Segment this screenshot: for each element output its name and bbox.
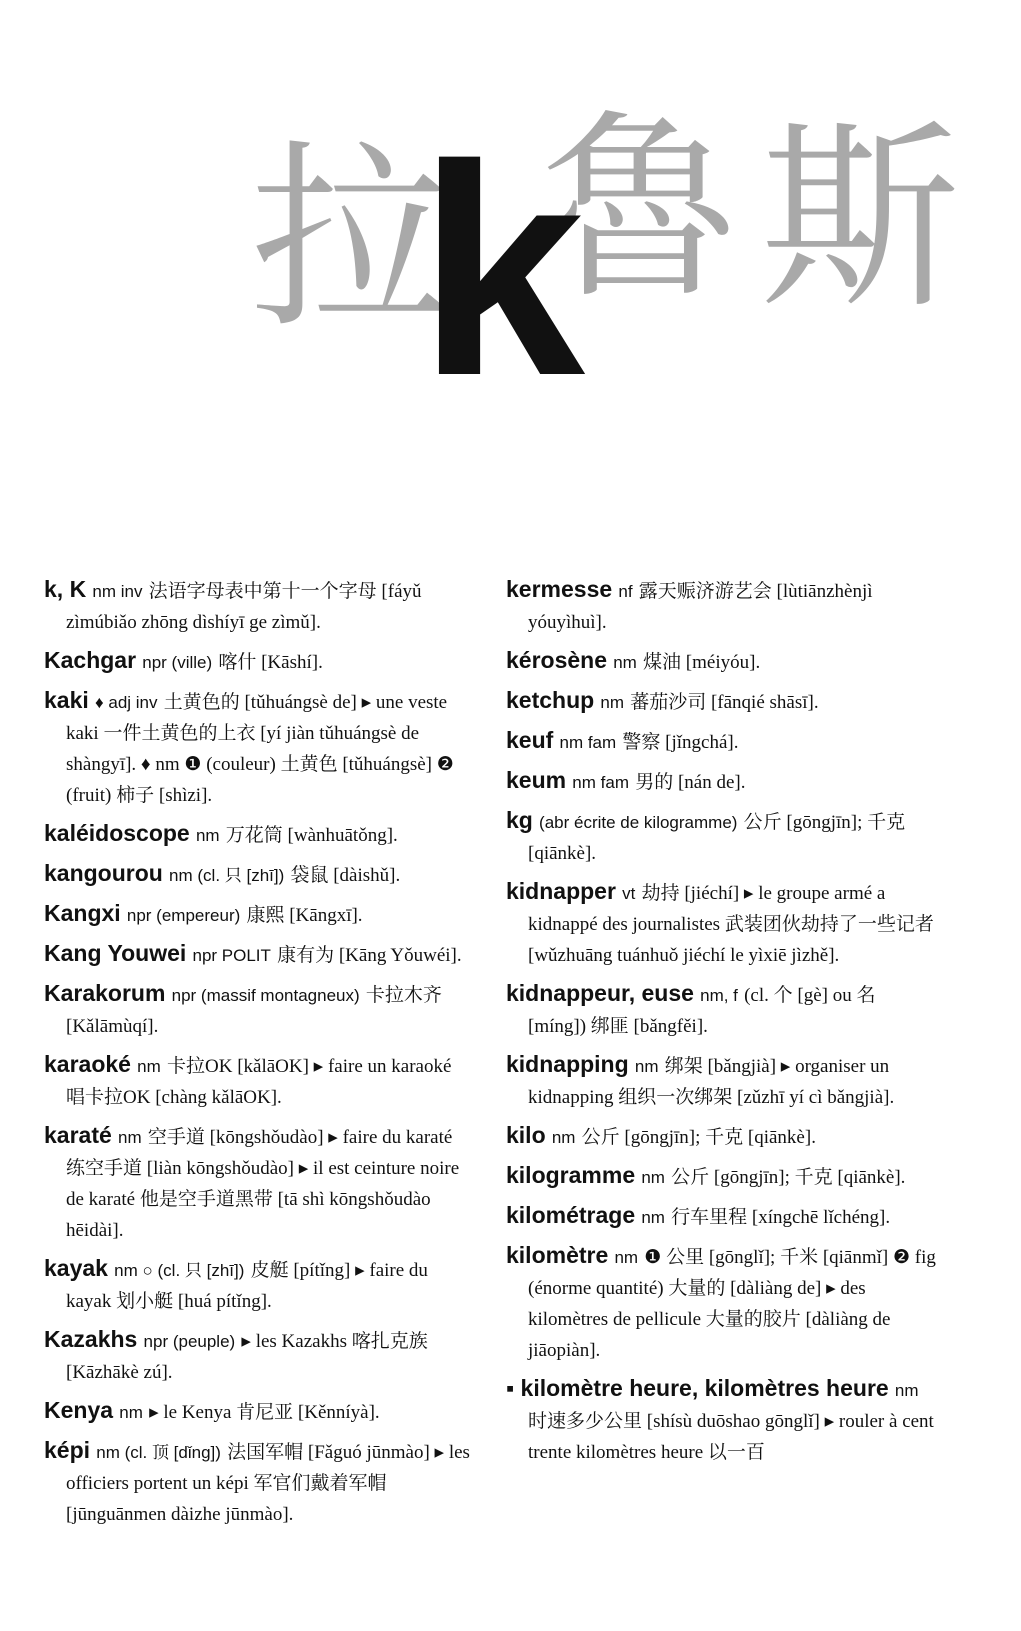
- entry-headword: kidnapper: [506, 878, 616, 904]
- entry-definition: ❶ 公里 [gōnglǐ]; 千米 [qiānmǐ] ❷ fig (énorme quantité) 大量的 [dàliàng de] ▸ des kilomètres de pellicule 大量的胶片 [dàliàng de jiāopiàn].: [528, 1247, 936, 1361]
- entry-definition: 卡拉木齐 [Kǎlāmùqí].: [66, 985, 442, 1037]
- entry-grammar: npr POLIT: [192, 946, 271, 965]
- entry-grammar: ♦ adj inv: [94, 693, 158, 712]
- entry-grammar: nm: [634, 1057, 659, 1076]
- entry-definition: 劫持 [jiéchí] ▸ le groupe armé a kidnappé des journalistes 武装团伙劫持了一些记者 [wǔzhuāng tuánhuǒ jiéchí le yìxiē jìzhě].: [528, 883, 934, 966]
- entry-grammar: nm ○ (cl. 只 [zhī]): [114, 1261, 245, 1280]
- chinese-char-2: 魯: [540, 93, 741, 326]
- entry-definition: 公斤 [gōngjīn]; 千克 [qiānkè].: [671, 1167, 906, 1188]
- entry-definition: 空手道 [kōngshǒudào] ▸ faire du karaté 练空手道 [liàn kōngshǒudào] ▸ il est ceinture noire de karaté 他是空手道黑带 [tā shì kōngshǒudào hēidài].: [66, 1127, 460, 1241]
- entry-headword: keum: [506, 767, 567, 793]
- dictionary-entry: [44, 1120, 474, 1246]
- entry-headword: Kangxi: [44, 900, 121, 926]
- dictionary-entry: [506, 725, 936, 758]
- entry-grammar: vt: [622, 884, 636, 903]
- entry-definition: 皮艇 [pítǐng] ▸ faire du kayak 划小艇 [huá pítǐng].: [66, 1260, 428, 1312]
- entry-headword: kermesse: [506, 576, 613, 602]
- entry-headword: keuf: [506, 727, 554, 753]
- entry-definition: (cl. 个 [gè] ou 名 [míng]) 绑匪 [bǎngfěi].: [528, 985, 876, 1037]
- entry-headword: Kachgar: [44, 647, 137, 673]
- left-column: [44, 574, 474, 1537]
- dictionary-entry: [506, 978, 936, 1042]
- dictionary-entry: [44, 818, 474, 851]
- dictionary-entry: [506, 805, 936, 869]
- entry-headword: kidnappeur, euse: [506, 980, 694, 1006]
- entry-grammar: nm: [641, 1168, 665, 1187]
- entry-definition: 公斤 [gōngjīn]; 千克 [qiānkè].: [528, 812, 906, 864]
- entry-grammar: nm: [613, 653, 637, 672]
- entry-grammar: nm: [195, 826, 220, 845]
- entry-definition: 康熙 [Kāngxī].: [246, 905, 363, 926]
- dictionary-entry: [506, 645, 936, 678]
- dictionary-entry: [44, 1435, 474, 1530]
- dictionary-entry: [44, 898, 474, 931]
- entry-grammar: nm: [600, 693, 625, 712]
- entry-definition: 煤油 [méiyóu].: [643, 652, 761, 673]
- dictionary-entry: [44, 1253, 474, 1317]
- entry-headword: kg: [506, 807, 533, 833]
- dictionary-entry: [506, 1240, 936, 1366]
- entry-grammar: npr (ville): [142, 653, 213, 672]
- entry-grammar: nm: [117, 1128, 142, 1147]
- section-letter: k: [418, 102, 585, 438]
- entry-definition: ▸ les Kazakhs 喀扎克族 [Kāzhākè zú].: [66, 1331, 428, 1383]
- entry-headword: karaoké: [44, 1051, 131, 1077]
- entry-headword: kaléidoscope: [44, 820, 190, 846]
- dictionary-entry: [44, 938, 474, 971]
- entry-definition: 时速多少公里 [shísù duōshao gōnglǐ] ▸ rouler à cent trente kilomètres heure 以一百: [528, 1411, 934, 1463]
- entry-definition: 警察 [jǐngchá].: [622, 732, 739, 753]
- entry-headword: kérosène: [506, 647, 608, 673]
- entry-definition: 蕃茄沙司 [fānqié shāsī].: [630, 692, 819, 713]
- dictionary-entry: [44, 1049, 474, 1113]
- entry-headword: karaté: [44, 1122, 112, 1148]
- entry-definition: 康有为 [Kāng Yǒuwéi].: [277, 945, 462, 966]
- entry-definition: 法国军帽 [Fǎguó jūnmào] ▸ les officiers portent un képi 军官们戴着军帽 [jūnguānmen dàizhe jūnmào].: [66, 1442, 470, 1525]
- entry-definition: 露天赈济游艺会 [lùtiānzhènjì yóuyìhuì].: [528, 581, 873, 633]
- entry-grammar: nm: [137, 1057, 161, 1076]
- entry-grammar: nm: [614, 1248, 639, 1267]
- entry-headword: Kenya: [44, 1397, 114, 1423]
- entry-grammar: npr (empereur): [126, 906, 241, 925]
- dictionary-entry: [44, 685, 474, 811]
- entry-grammar: nm fam: [559, 733, 617, 752]
- entry-grammar: nm: [119, 1403, 143, 1422]
- dictionary-entry: [506, 685, 936, 718]
- entry-headword: ▪ kilomètre heure, kilomètres heure: [506, 1375, 889, 1401]
- dictionary-entry: [44, 978, 474, 1042]
- entry-definition: 土黄色的 [tǔhuángsè de] ▸ une veste kaki 一件土黄色的上衣 [yí jiàn tǔhuángsè de shàngyī]. ♦ nm ❶ (couleur) 土黄色 [tǔhuángsè] ❷ (fruit) 柿子 [shìzi].: [66, 692, 454, 806]
- dictionary-entry: [506, 574, 936, 638]
- entry-grammar: npr (peuple): [143, 1332, 236, 1351]
- entry-headword: Karakorum: [44, 980, 166, 1006]
- entry-definition: 法语字母表中第十一个字母 [fáyǔ zìmúbiǎo zhōng dìshíyī ge zìmǔ].: [66, 581, 422, 633]
- entry-grammar: nf: [618, 582, 633, 601]
- dictionary-entry: [44, 858, 474, 891]
- entry-headword: kaki: [44, 687, 89, 713]
- dictionary-entry: [44, 1395, 474, 1428]
- entry-definition: 男的 [nán de].: [635, 772, 746, 793]
- dictionary-entry: [44, 645, 474, 678]
- entry-definition: 卡拉OK [kǎlāOK] ▸ faire un karaoké 唱卡拉OK [chàng kǎlāOK].: [66, 1056, 452, 1108]
- entry-headword: kilogramme: [506, 1162, 636, 1188]
- entry-grammar: nm: [551, 1128, 576, 1147]
- entry-headword: Kazakhs: [44, 1326, 138, 1352]
- entry-grammar: nm, f: [700, 986, 738, 1005]
- entry-headword: k, K: [44, 576, 87, 602]
- dictionary-entry: [506, 1049, 936, 1113]
- entry-grammar: nm (cl. 顶 [dǐng]): [96, 1443, 221, 1462]
- dictionary-entry: [506, 1120, 936, 1153]
- dictionary-entry: [506, 765, 936, 798]
- chinese-char-1: 拉: [250, 123, 451, 356]
- entry-headword: kilomètre: [506, 1242, 609, 1268]
- entry-grammar: nm inv: [92, 582, 143, 601]
- entry-grammar: nm (cl. 只 [zhī]): [169, 866, 285, 885]
- entry-definition: ▸ le Kenya 肯尼亚 [Kěnníyà].: [149, 1402, 380, 1423]
- entry-definition: 行车里程 [xíngchē lǐchéng].: [671, 1207, 891, 1228]
- entry-headword: Kang Youwei: [44, 940, 187, 966]
- entry-grammar: npr (massif montagneux): [171, 986, 360, 1005]
- entry-headword: ketchup: [506, 687, 595, 713]
- entry-grammar: (abr écrite de kilogramme): [539, 813, 738, 832]
- entry-definition: 万花筒 [wànhuātǒng].: [225, 825, 398, 846]
- entry-definition: 袋鼠 [dàishǔ].: [290, 865, 401, 886]
- entry-grammar: nm: [894, 1381, 919, 1400]
- entry-headword: kilométrage: [506, 1202, 636, 1228]
- entry-headword: kilo: [506, 1122, 546, 1148]
- entry-grammar: nm fam: [572, 773, 629, 792]
- dictionary-entry: [44, 1324, 474, 1388]
- chinese-char-3: 斯: [760, 103, 961, 336]
- entry-headword: képi: [44, 1437, 91, 1463]
- entry-definition: 绑架 [bǎngjià] ▸ organiser un kidnapping 组织一次绑架 [zǔzhī yí cì bǎngjià].: [528, 1056, 895, 1108]
- entry-headword: kangourou: [44, 860, 163, 886]
- entry-grammar: nm: [641, 1208, 665, 1227]
- right-column: [506, 574, 936, 1475]
- dictionary-entry: [506, 876, 936, 971]
- entry-headword: kidnapping: [506, 1051, 629, 1077]
- entry-definition: 公斤 [gōngjīn]; 千克 [qiānkè].: [581, 1127, 816, 1148]
- dictionary-entry: [506, 1160, 936, 1193]
- dictionary-entry: [44, 574, 474, 638]
- dictionary-entry: [506, 1373, 936, 1468]
- entry-headword: kayak: [44, 1255, 108, 1281]
- dictionary-entry: [506, 1200, 936, 1233]
- entry-definition: 喀什 [Kāshí].: [218, 652, 323, 673]
